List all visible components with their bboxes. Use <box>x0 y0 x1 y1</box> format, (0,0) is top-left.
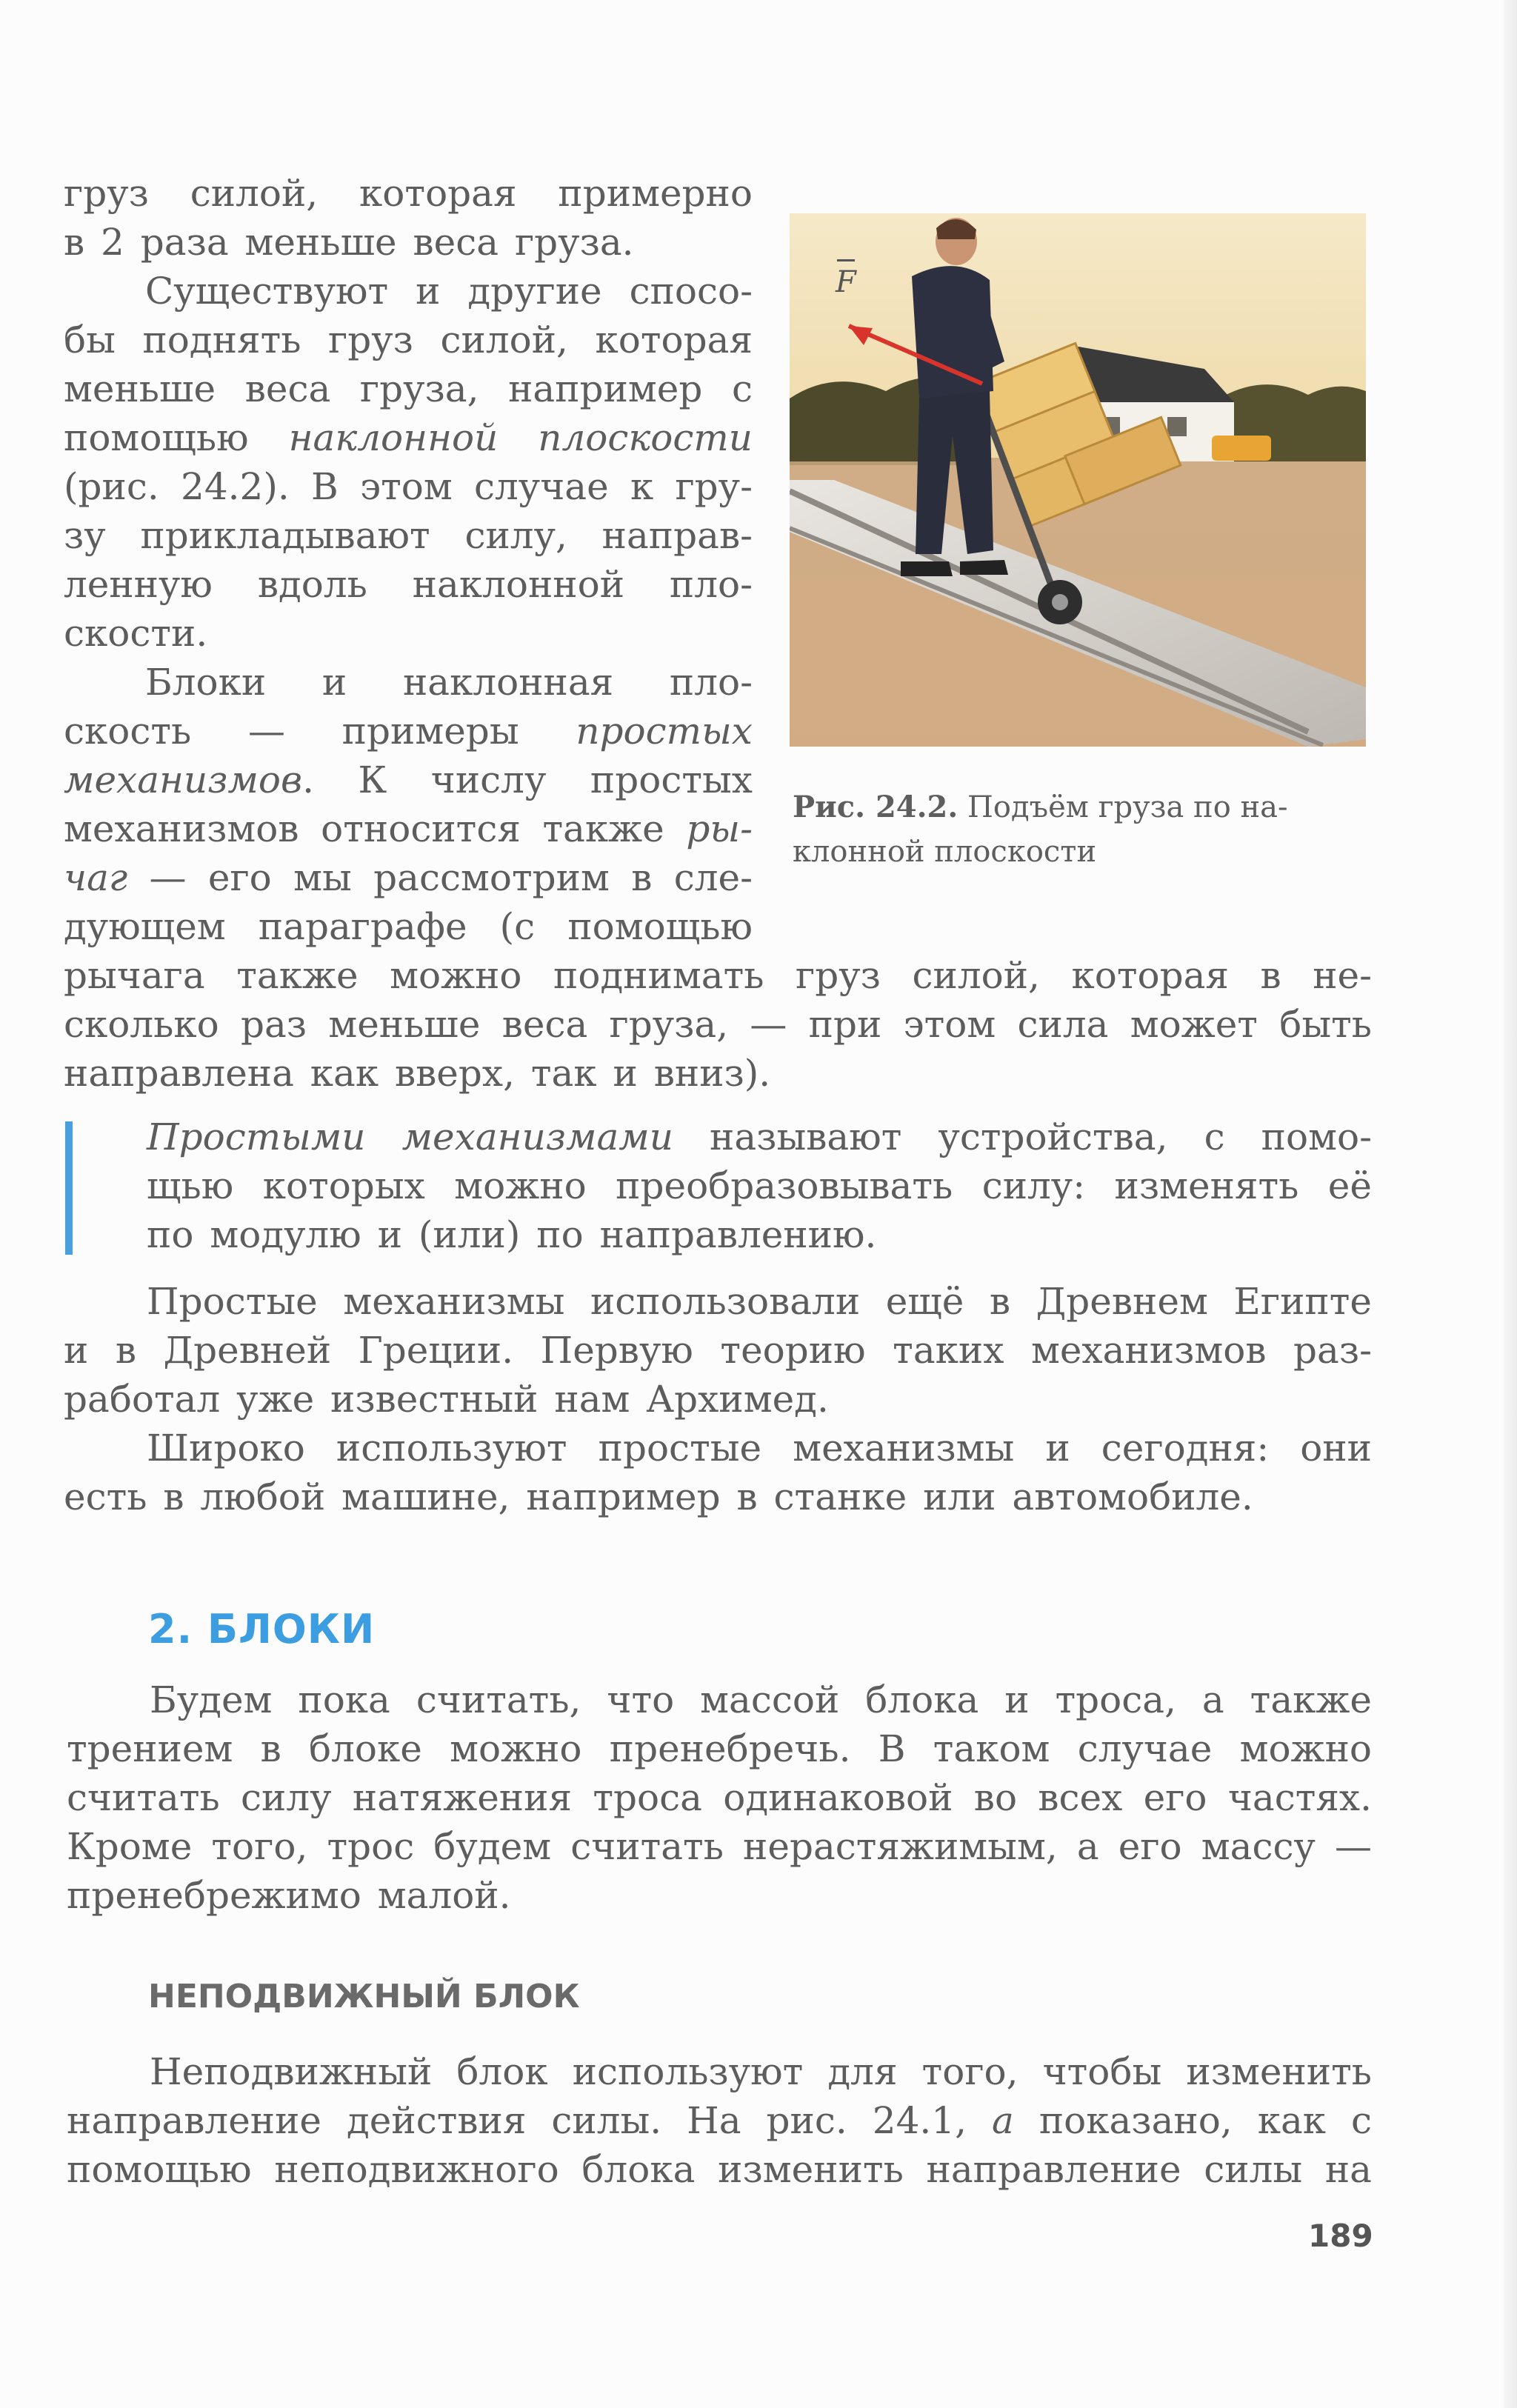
subsection-heading: НЕПОДВИЖНЫЙ БЛОК <box>148 1978 580 2015</box>
text-line: трением в блоке можно пренебречь. В таком случае можно <box>67 1727 1372 1770</box>
text-line: зу прикладывают силу, направ- <box>64 514 753 557</box>
section-heading: 2. БЛОКИ <box>148 1606 376 1652</box>
text-line: груз силой, которая примерно <box>64 172 753 215</box>
italic-term: наклонной плоскости <box>288 416 753 459</box>
photo-illustration <box>790 213 1366 747</box>
paragraph-blocks <box>67 1675 1372 1920</box>
text-line: Блоки и наклонная пло- <box>145 661 753 704</box>
figure-inclined-plane-photo <box>790 213 1366 747</box>
page-edge-shadow <box>1504 0 1517 2408</box>
text-line: скость — примеры простых <box>64 710 753 753</box>
paragraph-history <box>64 1277 1372 1424</box>
text-line: щью которых можно преобразовывать силу: изменять её <box>147 1164 1372 1207</box>
definition-accent-bar <box>65 1121 73 1255</box>
text-line: бы поднять груз силой, которая <box>64 318 753 361</box>
text-line: помощью неподвижного блока изменить направление силы на <box>67 2148 1372 2191</box>
caption-line-1: Рис. 24.2. Подъём груза по на- <box>793 790 1288 824</box>
text-line: есть в любой машине, например в станке или автомобиле. <box>64 1475 1253 1518</box>
italic-letter: а <box>992 2099 1014 2142</box>
text-line: пренебрежимо малой. <box>67 1874 511 1917</box>
paragraph-full-1 <box>64 951 1372 1098</box>
text-line: дующем параграфе (с помощью <box>64 905 753 948</box>
text-line: направление действия силы. На рис. 24.1, а показано, как с <box>67 2099 1372 2142</box>
text-line: чаг — его мы рассмотрим в сле- <box>64 856 753 899</box>
italic-term: ры- <box>686 807 753 850</box>
paragraph-fixed-block <box>67 2047 1372 2194</box>
text-line: сколько раз меньше веса груза, — при этом сила может быть <box>64 1003 1372 1046</box>
force-vector-arrow-icon <box>837 259 855 261</box>
text-line: рычага также можно поднимать груз силой, которая в не- <box>64 954 1372 997</box>
paragraph-today <box>64 1424 1372 1521</box>
text-line: ленную вдоль наклонной пло- <box>64 563 753 606</box>
italic-term: чаг <box>64 856 128 899</box>
text-line: механизмов относится также ры- <box>64 807 753 850</box>
figure-caption <box>793 785 1370 874</box>
text-line: в 2 раза меньше веса груза. <box>64 221 634 264</box>
text-line: Простыми механизмами называют устройства, с помо- <box>147 1115 1372 1158</box>
caption-line-2: клонной плоскости <box>793 835 1097 869</box>
text-line: Существуют и другие спосо- <box>145 270 753 313</box>
text-line: помощью наклонной плоскости <box>64 416 753 459</box>
text-line: направлена как вверх, так и вниз). <box>64 1052 771 1095</box>
text-line: Кроме того, трос будем считать нерастяжимым, а его массу — <box>67 1825 1372 1868</box>
text-line: считать силу натяжения троса одинаковой во всех его частях. <box>67 1776 1372 1819</box>
italic-term: Простыми механизмами <box>147 1115 673 1158</box>
paragraph-left-3 <box>64 658 753 951</box>
italic-term: механизмов <box>64 758 303 801</box>
force-label: F <box>836 265 856 299</box>
page-number: 189 <box>1308 2218 1373 2254</box>
text-line: Простые механизмы использовали ещё в Древнем Египте <box>147 1280 1372 1323</box>
text-line: работал уже известный нам Архимед. <box>64 1378 829 1421</box>
italic-term: простых <box>576 710 753 753</box>
paragraph-left-1 <box>64 169 753 267</box>
definition-block <box>147 1113 1372 1259</box>
text-line: Будем пока считать, что массой блока и троса, а также <box>150 1678 1372 1721</box>
paragraph-left-2 <box>64 267 753 658</box>
text-line: механизмов. К числу простых <box>64 758 753 801</box>
text-line: меньше веса груза, например с <box>64 367 753 410</box>
caption-number: Рис. 24.2. <box>793 790 958 824</box>
text-line: и в Древней Греции. Первую теорию таких механизмов раз- <box>64 1329 1372 1372</box>
text-line: (рис. 24.2). В этом случае к гру- <box>64 465 753 508</box>
text-line: скости. <box>64 612 208 655</box>
text-line: Широко используют простые механизмы и сегодня: они <box>147 1427 1372 1470</box>
text-line: Неподвижный блок используют для того, чтобы изменить <box>150 2050 1372 2093</box>
text-line: по модулю и (или) по направлению. <box>147 1213 877 1256</box>
